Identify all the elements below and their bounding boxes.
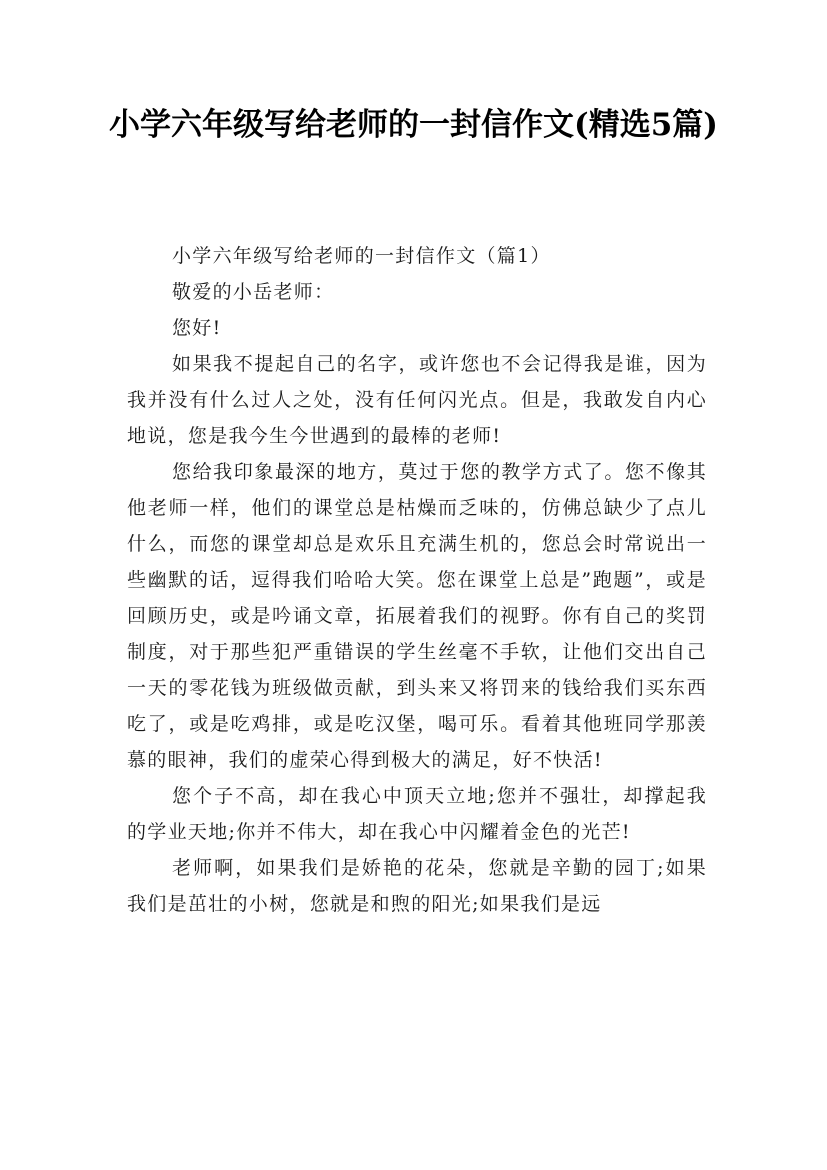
paragraph: 您给我印象最深的地方，莫过于您的教学方式了。您不像其他老师一样，他们的课堂总是枯燥而乏味的，仿佛总缺少了点儿什么，而您的课堂却总是欢乐且充满生机的，您总会时常说出一些幽默的话，逗得我们哈哈大笑。您在课堂上总是”跑题”，或是回顾历史，或是吟诵文章，拓展着我们的视野。你有自己的奖罚制度，对于那些犯严重错误的学生丝毫不手软，让他们交出自己一天的零花钱为班级做贡献，到头来又将罚来的钱给我们买东西吃了，或是吃鸡排，或是吃汉堡，喝可乐。看着其他班同学那羡慕的眼神，我们的虚荣心得到极大的满足，好不快活! — [127, 461, 707, 771]
paragraph: 您个子不高，却在我心中顶天立地;您并不强壮，却撑起我的学业天地;你并不伟大，却在我心中闪耀着金色的光芒! — [127, 785, 707, 843]
document-title: 小学六年级写给老师的一封信作文(精选5篇) — [109, 107, 718, 143]
salutation: 敬爱的小岳老师： — [172, 281, 335, 303]
greeting: 您好! — [172, 317, 222, 339]
paragraph: 老师啊，如果我们是娇艳的花朵，您就是辛勤的园丁;如果我们是茁壮的小树，您就是和煦的阳光;如果我们是远 — [127, 857, 707, 915]
section-heading: 小学六年级写给老师的一封信作文（篇1） — [172, 245, 551, 267]
document-body — [127, 238, 707, 922]
paragraph: 如果我不提起自己的名字，或许您也不会记得我是谁，因为我并没有什么过人之处，没有任何闪光点。但是，我敢发自内心地说，您是我今生今世遇到的最棒的老师! — [127, 353, 707, 447]
